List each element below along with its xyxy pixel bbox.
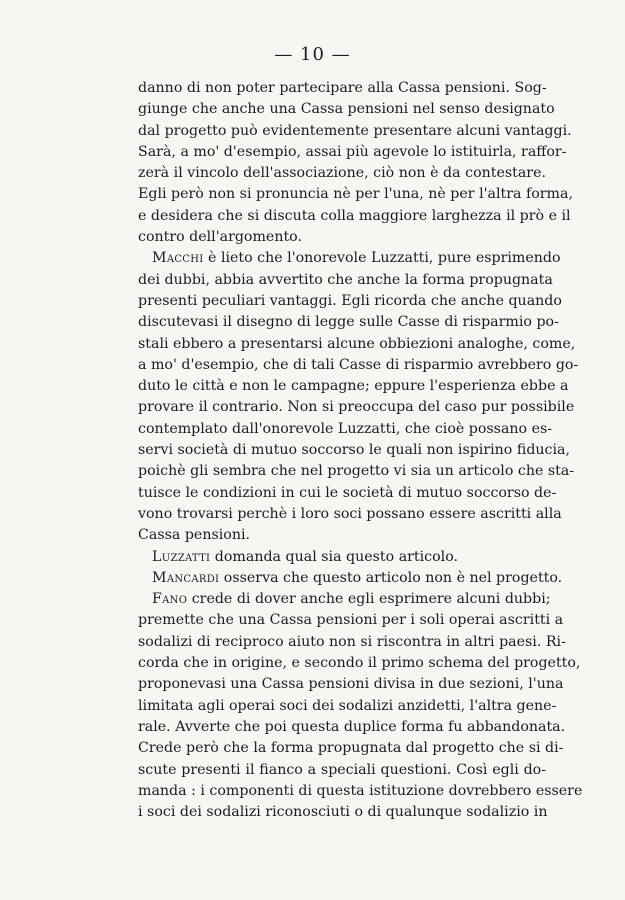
text-line: presenti peculiari vantaggi. Egli ricorda che anche quando — [138, 292, 562, 309]
text-line: giunge che anche una Cassa pensioni nel senso designato — [138, 101, 555, 118]
text-line: Luzzatti domanda qual sia questo articolo. — [152, 548, 458, 565]
text-line: corda che in origine, e secondo il primo schema del progetto, — [138, 655, 581, 672]
text-line: discutevasi il disegno di legge sulle Casse di risparmio po- — [138, 314, 559, 331]
text-line: sodalizi di reciproco aiuto non si riscontra in altri paesi. Ri- — [138, 633, 566, 650]
text-line: Crede però che la forma propugnata dal progetto che si di- — [138, 740, 564, 757]
text-line: stali ebbero a presentarsi alcune obbiezioni analoghe, come, — [138, 335, 576, 352]
body-text — [138, 78, 583, 823]
text-line: limitata agli operai soci dei sodalizi anzidetti, l'altra gene- — [138, 697, 557, 714]
text-line: i soci dei sodalizi riconosciuti o di qualunque sodalizio in — [138, 804, 548, 821]
speaker-name: Fano — [152, 591, 188, 608]
text-line: contro dell'argomento. — [138, 229, 302, 246]
text-line: Egli però non si pronuncia nè per l'una, nè per l'altra forma, — [138, 186, 573, 203]
text-line: provare il contrario. Non si preoccupa del caso pur possibile — [138, 399, 575, 416]
text-line: proponevasi una Cassa pensioni divisa in due sezioni, l'una — [138, 676, 564, 693]
text-line: a mo' d'esempio, che di tali Casse di risparmio avrebbero go- — [138, 356, 579, 373]
speaker-name: Mancardi — [152, 569, 220, 586]
text-line: e desidera che si discuta colla maggiore larghezza il prò e il — [138, 207, 571, 224]
text-line: servi società di mutuo soccorso le quali non ispirino fiducia, — [138, 442, 570, 459]
text-line: scute presenti il fianco a speciali questioni. Così egli do- — [138, 761, 546, 778]
page-number: — 10 — — [274, 44, 351, 65]
speaker-name: Luzzatti — [152, 548, 211, 565]
text-line: Cassa pensioni. — [138, 527, 251, 544]
text-line: contemplato dall'onorevole Luzzatti, che cioè possano es- — [138, 420, 553, 437]
text-line: duto le città e non le campagne; eppure l'esperienza ebbe a — [138, 378, 569, 395]
text-line: poichè gli sembra che nel progetto vi sia un articolo che sta- — [138, 463, 575, 480]
text-line: Mancardi osserva che questo articolo non è nel progetto. — [152, 569, 563, 586]
text-line: Macchi è lieto che l'onorevole Luzzatti, pure esprimendo — [152, 250, 561, 267]
text-line: zerà il vincolo dell'associazione, ciò non è da contestare. — [138, 165, 546, 182]
text-line: dei dubbi, abbia avvertito che anche la forma propugnata — [138, 271, 553, 288]
text-line: tuisce le condizioni in cui le società di mutuo soccorso de- — [138, 484, 557, 501]
text-line: manda : i componenti di questa istituzione dovrebbero essere — [138, 782, 583, 799]
text-line: danno di non poter partecipare alla Cassa pensioni. Sog- — [138, 80, 547, 96]
speaker-name: Macchi — [152, 250, 204, 267]
text-line: vono trovarsi perchè i loro soci possano essere ascritti alla — [138, 505, 562, 522]
text-line: Fano crede di dover anche egli esprimere alcuni dubbi; — [152, 591, 551, 608]
text-line: dal progetto può evidentemente presentare alcuni vantaggi. — [138, 122, 572, 139]
text-line: premette che una Cassa pensioni per i soli operai ascritti a — [138, 612, 564, 629]
text-line: Sarà, a mo' d'esempio, assai più agevole lo istituirla, raffor- — [138, 143, 567, 160]
text-line: rale. Avverte che poi questa duplice forma fu abbandonata. — [138, 718, 566, 735]
